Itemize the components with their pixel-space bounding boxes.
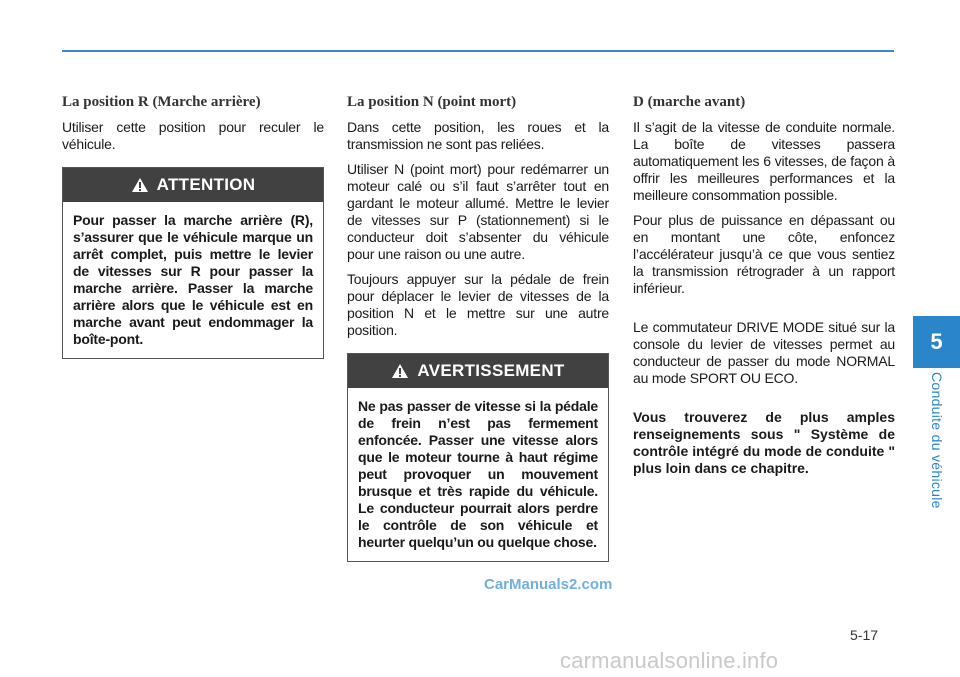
paragraph-reference: Vous trouverez de plus amples renseignements sous " Système de contrôle intégré du mode de conduite " plus loin dans ce chapitre. — [633, 409, 895, 476]
paragraph: Utiliser N (point mort) pour redémarrer un moteur calé ou s’il faut s’arrêter tout en gardant le moteur allumé. Mettre le levier de vitesses sur P (stationnement) si le conducteur doit s’absenter du véhicule pour une raison ou une autre. — [347, 161, 609, 262]
section-heading-drive: D (marche avant) — [633, 94, 746, 110]
column-neutral — [347, 94, 609, 562]
caution-header — [63, 168, 323, 202]
warning-box — [347, 353, 609, 562]
caution-box — [62, 167, 324, 359]
paragraph: Pour plus de puissance en dépassant ou en montant une côte, enfoncez l’accélérateur jusqu’à ce que vous sentiez la transmission rétrograder à un rapport inférieur. — [633, 212, 895, 296]
paragraph: Il s’agit de la vitesse de conduite normale. La boîte de vitesses passera automatiquement les 6 vitesses, de façon à offrir les meilleures performances et la meilleure consommation possible. — [633, 119, 895, 203]
paragraph: Dans cette position, les roues et la transmission ne sont pas reliées. — [347, 119, 609, 152]
watermark-small: CarManuals2.com — [484, 576, 613, 593]
warning-text: Ne pas passer de vitesse si la pédale de frein n’est pas fermement enfoncée. Passer une vitesse alors que le moteur tourne à haut régime peut provoquer un mouvement brusque et très rapide du véhicule. Le conducteur pourrait alors perdre le contrôle de son véhicule et heurter quelqu’un ou quelque chose. — [358, 398, 598, 550]
paragraph: Toujours appuyer sur la pédale de frein pour déplacer le levier de vitesses de la position N et le mettre sur une autre position. — [347, 271, 609, 338]
warning-triangle-icon — [391, 363, 409, 379]
section-heading-reverse: La position R (Marche arrière) — [62, 94, 261, 110]
watermark-large: carmanualsonline.info — [560, 648, 779, 673]
warning-triangle-icon — [131, 177, 149, 193]
column-reverse — [62, 94, 324, 359]
paragraph: Le commutateur DRIVE MODE situé sur la console du levier de vitesses permet au conducteur de passer du mode NORMAL au mode SPORT OU ECO. — [633, 319, 895, 386]
top-rule — [62, 50, 894, 52]
paragraph: Utiliser cette position pour reculer le véhicule. — [62, 119, 324, 152]
column-drive — [633, 94, 895, 485]
caution-text: Pour passer la marche arrière (R), s’assurer que le véhicule marque un arrêt complet, puis mettre le levier de vitesses sur R pour passer la marche arrière. Passer la marche arrière alors que le véhicule est en marche avant peut endommager la boîte-pont. — [73, 212, 313, 347]
page-number: 5-17 — [850, 627, 879, 643]
warning-header — [348, 354, 608, 388]
warning-title: AVERTISSEMENT — [417, 361, 565, 380]
caution-title: ATTENTION — [156, 175, 256, 194]
chapter-label: Conduite du véhicule — [929, 372, 945, 509]
section-heading-neutral: La position N (point mort) — [347, 94, 517, 110]
chapter-tab: 5 — [913, 316, 960, 368]
